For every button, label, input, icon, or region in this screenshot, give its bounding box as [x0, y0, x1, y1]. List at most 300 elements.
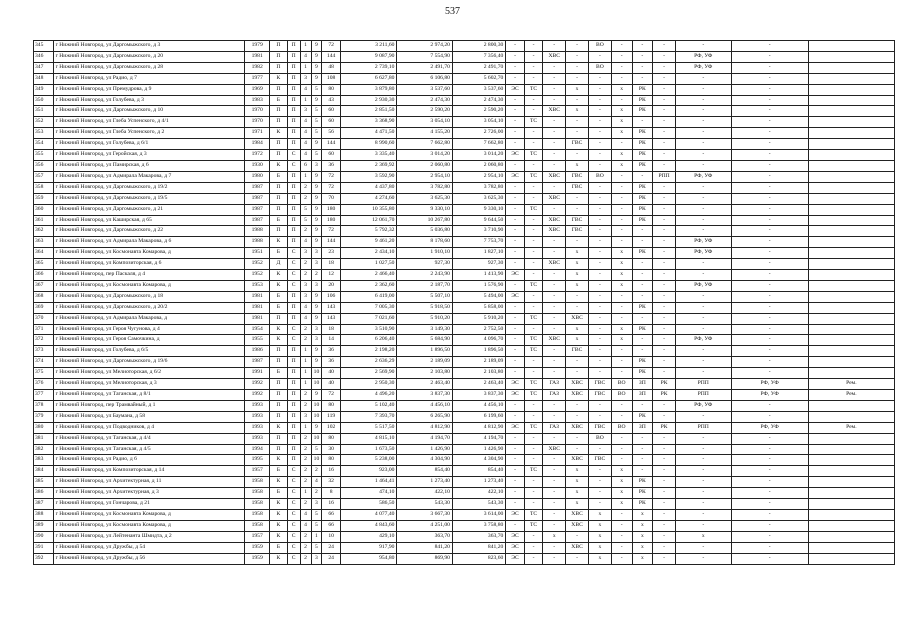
work-gaz-cell: -: [543, 542, 566, 553]
work-zp-cell: х: [632, 531, 653, 542]
work-rk-cell: -: [653, 531, 676, 542]
work-ts-cell: -: [524, 542, 543, 553]
building-type-cell: П: [287, 62, 300, 73]
work-vo-cell: -: [611, 291, 632, 302]
private-area-cell: 363,70: [452, 531, 505, 542]
work-hvs-cell: -: [566, 117, 589, 128]
work-vo-cell: х: [611, 280, 632, 291]
private-area-cell: 1 273,40: [452, 477, 505, 488]
residential-area-cell: 4 155,20: [397, 128, 453, 139]
registry-table: [33, 40, 895, 565]
work-rf-uf-cell: -: [731, 150, 808, 161]
private-area-cell: 3 758,80: [452, 520, 505, 531]
row-number-cell: 356: [34, 160, 54, 171]
note-cell: [808, 357, 894, 368]
building-type-cell: П: [287, 171, 300, 182]
residential-area-cell: 2 974,20: [397, 41, 453, 52]
work-rk-cell: -: [653, 444, 676, 455]
work-zp-cell: -: [632, 291, 653, 302]
work-rk-cell: -: [653, 84, 676, 95]
floors-cell: 9: [311, 51, 322, 62]
work-hvs-cell: х: [566, 248, 589, 259]
work-es-cell: -: [506, 400, 525, 411]
work-ts-cell: ТС: [524, 379, 543, 390]
private-area-cell: 3 014,20: [452, 150, 505, 161]
work-zp-cell: РК: [632, 248, 653, 259]
entrances-cell: 2: [300, 226, 311, 237]
entrances-cell: 1: [300, 357, 311, 368]
residential-area-cell: 9 330,10: [397, 204, 453, 215]
note-cell: [808, 193, 894, 204]
table-row: [34, 302, 895, 313]
total-area-cell: 1 027,50: [340, 259, 397, 270]
floors-cell: 9: [311, 357, 322, 368]
work-rf-uf-cell: -: [731, 128, 808, 139]
wall-material-cell: К: [270, 73, 287, 84]
work-rf-uf-cell: -: [731, 280, 808, 291]
table-row: [34, 411, 895, 422]
work-zp-cell: -: [632, 62, 653, 73]
work-zp-cell: х: [632, 509, 653, 520]
build-year-cell: 1970: [245, 106, 270, 117]
work-rpp-cell: -: [676, 84, 732, 95]
address-cell: г Нижний Новгород, ул Даргомыжского, д 21: [53, 204, 245, 215]
work-rf-uf-cell: -: [731, 259, 808, 270]
address-cell: г Нижний Новгород, ул Гончарова, д 21: [53, 499, 245, 510]
floors-cell: 10: [311, 368, 322, 379]
work-gvs-cell: ВО: [588, 433, 611, 444]
note-cell: [808, 302, 894, 313]
note-cell: [808, 400, 894, 411]
work-rk-cell: -: [653, 542, 676, 553]
work-hvs-cell: -: [566, 411, 589, 422]
work-rk-cell: -: [653, 259, 676, 270]
wall-material-cell: К: [270, 520, 287, 531]
work-rk-cell: -: [653, 73, 676, 84]
work-hvs-cell: -: [566, 531, 589, 542]
work-gaz-cell: -: [543, 95, 566, 106]
work-rpp-cell: -: [676, 466, 732, 477]
work-gaz-cell: -: [543, 270, 566, 281]
private-area-cell: 2 954,10: [452, 171, 505, 182]
entrances-cell: 3: [300, 411, 311, 422]
apartments-cell: 144: [322, 139, 341, 150]
work-gvs-cell: х: [588, 531, 611, 542]
floors-cell: 10: [311, 379, 322, 390]
wall-material-cell: К: [270, 553, 287, 564]
building-type-cell: С: [287, 542, 300, 553]
building-type-cell: С: [287, 477, 300, 488]
work-ts-cell: -: [524, 226, 543, 237]
floors-cell: 9: [311, 62, 322, 73]
work-rpp-cell: -: [676, 357, 732, 368]
work-zp-cell: РК: [632, 193, 653, 204]
apartments-cell: 12: [322, 270, 341, 281]
build-year-cell: 1955: [245, 335, 270, 346]
work-gaz-cell: ХВС: [543, 226, 566, 237]
building-type-cell: П: [287, 400, 300, 411]
address-cell: г Нижний Новгород, ул Подводников, д 4: [53, 422, 245, 433]
work-gvs-cell: -: [588, 270, 611, 281]
work-rk-cell: -: [653, 237, 676, 248]
private-area-cell: 5 602,70: [452, 73, 505, 84]
entrances-cell: 4: [300, 302, 311, 313]
work-ts-cell: ТС: [524, 509, 543, 520]
entrances-cell: 1: [300, 171, 311, 182]
build-year-cell: 1987: [245, 215, 270, 226]
work-rf-uf-cell: -: [731, 488, 808, 499]
work-gvs-cell: -: [588, 411, 611, 422]
note-cell: [808, 444, 894, 455]
wall-material-cell: К: [270, 509, 287, 520]
note-cell: [808, 291, 894, 302]
entrances-cell: 2: [300, 259, 311, 270]
work-vo-cell: -: [611, 204, 632, 215]
work-rf-uf-cell: -: [731, 520, 808, 531]
work-gaz-cell: -: [543, 41, 566, 52]
work-es-cell: -: [506, 62, 525, 73]
work-gaz-cell: -: [543, 128, 566, 139]
work-gaz-cell: х: [543, 531, 566, 542]
work-rpp-cell: -: [676, 150, 732, 161]
note-cell: [808, 313, 894, 324]
residential-area-cell: 2 474,30: [397, 95, 453, 106]
work-gaz-cell: ХВС: [543, 335, 566, 346]
work-es-cell: ЭС: [506, 171, 525, 182]
work-vo-cell: -: [611, 455, 632, 466]
work-es-cell: -: [506, 520, 525, 531]
note-cell: [808, 128, 894, 139]
build-year-cell: 1957: [245, 466, 270, 477]
work-rpp-cell: -: [676, 226, 732, 237]
wall-material-cell: К: [270, 455, 287, 466]
build-year-cell: 1970: [245, 117, 270, 128]
row-number-cell: 369: [34, 302, 54, 313]
entrances-cell: 2: [300, 433, 311, 444]
building-type-cell: С: [287, 248, 300, 259]
building-type-cell: П: [287, 51, 300, 62]
table-row: [34, 280, 895, 291]
residential-area-cell: 4 304,90: [397, 455, 453, 466]
work-rpp-cell: -: [676, 488, 732, 499]
total-area-cell: 3 879,80: [340, 84, 397, 95]
work-gvs-cell: -: [588, 51, 611, 62]
entrances-cell: 1: [300, 41, 311, 52]
residential-area-cell: 3 625,30: [397, 193, 453, 204]
row-number-cell: 371: [34, 324, 54, 335]
floors-cell: 5: [311, 542, 322, 553]
work-vo-cell: -: [611, 368, 632, 379]
residential-area-cell: 1 426,90: [397, 444, 453, 455]
work-rf-uf-cell: РФ, УФ: [731, 390, 808, 401]
building-type-cell: С: [287, 553, 300, 564]
residential-area-cell: 1 896,50: [397, 346, 453, 357]
work-zp-cell: РК: [632, 128, 653, 139]
apartments-cell: 102: [322, 422, 341, 433]
private-area-cell: 3 625,30: [452, 193, 505, 204]
work-zp-cell: -: [632, 270, 653, 281]
build-year-cell: 1981: [245, 313, 270, 324]
work-zp-cell: х: [632, 542, 653, 553]
work-ts-cell: -: [524, 95, 543, 106]
floors-cell: 9: [311, 182, 322, 193]
table-row: [34, 193, 895, 204]
table-row: [34, 237, 895, 248]
work-rpp-cell: РПП: [676, 422, 732, 433]
work-es-cell: -: [506, 51, 525, 62]
work-gaz-cell: -: [543, 499, 566, 510]
wall-material-cell: Б: [270, 248, 287, 259]
build-year-cell: 1987: [245, 182, 270, 193]
private-area-cell: 3 054,10: [452, 117, 505, 128]
work-ts-cell: -: [524, 182, 543, 193]
table-row: [34, 477, 895, 488]
floors-cell: 3: [311, 248, 322, 259]
address-cell: г Нижний Новгород, ул Дружбы, д 56: [53, 553, 245, 564]
work-rpp-cell: -: [676, 160, 732, 171]
residential-area-cell: 6 106,80: [397, 73, 453, 84]
table-row: [34, 488, 895, 499]
work-hvs-cell: -: [566, 204, 589, 215]
work-ts-cell: -: [524, 248, 543, 259]
build-year-cell: 1959: [245, 553, 270, 564]
build-year-cell: 1993: [245, 433, 270, 444]
work-rf-uf-cell: -: [731, 226, 808, 237]
table-row: [34, 444, 895, 455]
apartments-cell: 143: [322, 313, 341, 324]
work-rpp-cell: -: [676, 553, 732, 564]
work-vo-cell: -: [611, 433, 632, 444]
work-rf-uf-cell: -: [731, 400, 808, 411]
work-gaz-cell: -: [543, 346, 566, 357]
work-es-cell: -: [506, 455, 525, 466]
floors-cell: 4: [311, 477, 322, 488]
work-zp-cell: -: [632, 400, 653, 411]
work-gaz-cell: -: [543, 117, 566, 128]
work-hvs-cell: -: [566, 51, 589, 62]
work-es-cell: -: [506, 335, 525, 346]
total-area-cell: 4 274,60: [340, 193, 397, 204]
work-rpp-cell: РПП: [676, 390, 732, 401]
table-row: [34, 106, 895, 117]
entrances-cell: 1: [300, 422, 311, 433]
work-vo-cell: -: [611, 346, 632, 357]
work-ts-cell: -: [524, 553, 543, 564]
floors-cell: 9: [311, 215, 322, 226]
work-hvs-cell: ХВС: [566, 422, 589, 433]
entrances-cell: 1: [300, 379, 311, 390]
work-rpp-cell: РФ, УФ: [676, 62, 732, 73]
residential-area-cell: 927,30: [397, 259, 453, 270]
build-year-cell: 1959: [245, 542, 270, 553]
row-number-cell: 378: [34, 400, 54, 411]
building-type-cell: П: [287, 226, 300, 237]
entrances-cell: 2: [300, 455, 311, 466]
apartments-cell: 18: [322, 324, 341, 335]
work-ts-cell: -: [524, 531, 543, 542]
work-rk-cell: -: [653, 128, 676, 139]
apartments-cell: 144: [322, 237, 341, 248]
work-es-cell: -: [506, 106, 525, 117]
row-number-cell: 353: [34, 128, 54, 139]
apartments-cell: 72: [322, 390, 341, 401]
work-vo-cell: ВО: [611, 379, 632, 390]
apartments-cell: 144: [322, 51, 341, 62]
build-year-cell: 1983: [245, 95, 270, 106]
residential-area-cell: 6 265,90: [397, 411, 453, 422]
floors-cell: 9: [311, 41, 322, 52]
building-type-cell: П: [287, 379, 300, 390]
total-area-cell: 4 496,20: [340, 390, 397, 401]
floors-cell: 9: [311, 390, 322, 401]
work-vo-cell: -: [611, 313, 632, 324]
work-ts-cell: -: [524, 62, 543, 73]
table-row: [34, 553, 895, 564]
work-vo-cell: -: [611, 182, 632, 193]
work-gvs-cell: х: [588, 553, 611, 564]
entrances-cell: 4: [300, 84, 311, 95]
work-rpp-cell: РФ, УФ: [676, 280, 732, 291]
work-hvs-cell: ХВС: [566, 520, 589, 531]
entrances-cell: 4: [300, 509, 311, 520]
private-area-cell: 9 330,10: [452, 204, 505, 215]
address-cell: г Нижний Новгород, ул Геройская, д 3: [53, 150, 245, 161]
building-type-cell: П: [287, 237, 300, 248]
note-cell: [808, 150, 894, 161]
entrances-cell: 4: [300, 313, 311, 324]
work-es-cell: -: [506, 357, 525, 368]
work-vo-cell: х: [611, 248, 632, 259]
work-ts-cell: -: [524, 106, 543, 117]
work-ts-cell: -: [524, 400, 543, 411]
wall-material-cell: П: [270, 444, 287, 455]
work-gvs-cell: -: [588, 237, 611, 248]
entrances-cell: 1: [300, 368, 311, 379]
address-cell: г Нижний Новгород, ул Космонавта Комарова, д: [53, 280, 245, 291]
work-rpp-cell: -: [676, 182, 732, 193]
work-rpp-cell: РФ, УФ: [676, 400, 732, 411]
note-cell: [808, 117, 894, 128]
total-area-cell: 5 792,32: [340, 226, 397, 237]
work-rf-uf-cell: -: [731, 106, 808, 117]
work-rpp-cell: -: [676, 509, 732, 520]
work-rpp-cell: -: [676, 302, 732, 313]
building-type-cell: П: [287, 291, 300, 302]
work-hvs-cell: -: [566, 444, 589, 455]
building-type-cell: С: [287, 160, 300, 171]
address-cell: г Нижний Новгород, ул Даргомыжского, д 20/2: [53, 302, 245, 313]
work-rk-cell: -: [653, 466, 676, 477]
work-es-cell: -: [506, 477, 525, 488]
work-es-cell: -: [506, 128, 525, 139]
building-type-cell: П: [287, 182, 300, 193]
work-ts-cell: -: [524, 357, 543, 368]
floors-cell: 1: [311, 531, 322, 542]
work-rk-cell: -: [653, 204, 676, 215]
private-area-cell: 2 491,70: [452, 62, 505, 73]
private-area-cell: 3 537,60: [452, 84, 505, 95]
address-cell: г Нижний Новгород, ул Баумана, д 58: [53, 411, 245, 422]
apartments-cell: 60: [322, 106, 341, 117]
building-type-cell: С: [287, 499, 300, 510]
note-cell: [808, 62, 894, 73]
work-ts-cell: ТС: [524, 171, 543, 182]
work-ts-cell: ТС: [524, 280, 543, 291]
entrances-cell: 4: [300, 128, 311, 139]
residential-area-cell: 3 537,60: [397, 84, 453, 95]
work-vo-cell: -: [611, 542, 632, 553]
work-gaz-cell: ХВС: [543, 51, 566, 62]
note-cell: [808, 466, 894, 477]
residential-area-cell: 5 910,20: [397, 313, 453, 324]
build-year-cell: 1986: [245, 346, 270, 357]
work-rf-uf-cell: -: [731, 62, 808, 73]
work-rk-cell: -: [653, 455, 676, 466]
work-es-cell: -: [506, 160, 525, 171]
work-gaz-cell: -: [543, 248, 566, 259]
work-hvs-cell: -: [566, 62, 589, 73]
address-cell: г Нижний Новгород, пер Паскаля, д 4: [53, 270, 245, 281]
work-zp-cell: РК: [632, 324, 653, 335]
work-gaz-cell: -: [543, 520, 566, 531]
row-number-cell: 384: [34, 466, 54, 477]
total-area-cell: 4 437,80: [340, 182, 397, 193]
wall-material-cell: К: [270, 499, 287, 510]
row-number-cell: 357: [34, 171, 54, 182]
table-row: [34, 51, 895, 62]
total-area-cell: 7 005,30: [340, 302, 397, 313]
row-number-cell: 379: [34, 411, 54, 422]
floors-cell: 5: [311, 117, 322, 128]
work-es-cell: -: [506, 433, 525, 444]
note-cell: [808, 182, 894, 193]
address-cell: г Нижний Новгород, ул Таганская, д 4/5: [53, 444, 245, 455]
work-rf-uf-cell: -: [731, 499, 808, 510]
work-rk-cell: -: [653, 335, 676, 346]
row-number-cell: 370: [34, 313, 54, 324]
address-cell: г Нижний Новгород, ул Даргомыжского, д 20: [53, 51, 245, 62]
total-area-cell: 5 238,00: [340, 455, 397, 466]
entrances-cell: 4: [300, 117, 311, 128]
work-gvs-cell: -: [588, 160, 611, 171]
apartments-cell: 66: [322, 509, 341, 520]
table-row: [34, 520, 895, 531]
work-vo-cell: х: [611, 117, 632, 128]
work-zp-cell: -: [632, 444, 653, 455]
floors-cell: 5: [311, 106, 322, 117]
work-es-cell: -: [506, 324, 525, 335]
note-cell: [808, 346, 894, 357]
wall-material-cell: П: [270, 41, 287, 52]
build-year-cell: 1993: [245, 422, 270, 433]
work-zp-cell: -: [632, 259, 653, 270]
address-cell: г Нижний Новгород, ул Глеба Успенского, д 4/1: [53, 117, 245, 128]
registry-rows: [34, 41, 895, 565]
work-hvs-cell: х: [566, 488, 589, 499]
work-gaz-cell: -: [543, 182, 566, 193]
row-number-cell: 351: [34, 106, 54, 117]
work-vo-cell: х: [611, 106, 632, 117]
row-number-cell: 386: [34, 488, 54, 499]
work-zp-cell: ЗП: [632, 422, 653, 433]
total-area-cell: 2 739,10: [340, 62, 397, 73]
building-type-cell: П: [287, 106, 300, 117]
apartments-cell: 80: [322, 455, 341, 466]
work-rk-cell: -: [653, 477, 676, 488]
apartments-cell: 43: [322, 95, 341, 106]
building-type-cell: П: [287, 95, 300, 106]
note-cell: Рем.: [808, 379, 894, 390]
